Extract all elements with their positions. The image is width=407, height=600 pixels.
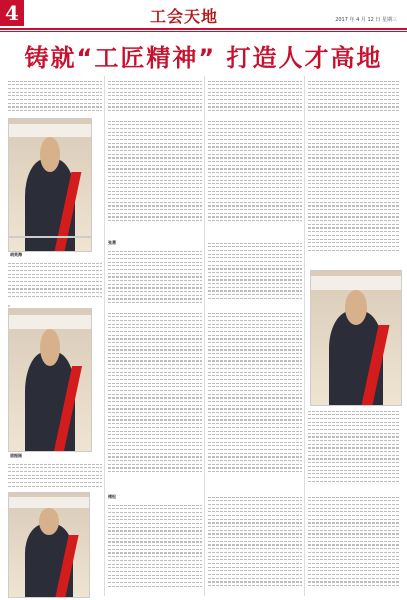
profile-text-1a xyxy=(8,260,102,300)
profile-text-4a xyxy=(108,502,202,596)
right-text-top xyxy=(308,118,400,268)
profile-name-2: 张勇 xyxy=(108,240,116,245)
profile-text-2b xyxy=(208,240,302,306)
profile-text-1b xyxy=(108,118,202,230)
column-divider-2 xyxy=(204,76,205,596)
profile-text-3b xyxy=(108,310,202,490)
portrait-photo-2 xyxy=(8,236,92,238)
profile-text-4c xyxy=(308,494,400,596)
column-divider-1 xyxy=(104,76,105,596)
portrait-photo-2b xyxy=(8,305,10,307)
dateline: 2017 年 4 月 12 日 星期三 xyxy=(335,17,397,23)
page-number: 4 xyxy=(0,0,24,26)
header-rule-thin xyxy=(0,31,407,32)
profile-text-3c xyxy=(208,310,302,490)
intro-column-4 xyxy=(308,78,400,112)
page-header xyxy=(0,0,407,36)
portrait-photo-1 xyxy=(8,118,92,252)
intro-column-2 xyxy=(108,78,202,112)
section-title: 工会天地 xyxy=(150,7,219,26)
portrait-photo-4 xyxy=(8,492,90,598)
intro-column-3 xyxy=(208,78,302,112)
profile-text-4b xyxy=(208,494,302,596)
portrait-photo-3 xyxy=(8,308,92,452)
intro-column-1 xyxy=(8,78,102,112)
header-rule xyxy=(0,28,407,30)
profile-text-2a xyxy=(108,248,202,308)
profile-name-4: 褚松 xyxy=(108,494,116,499)
profile-text-1c xyxy=(208,118,302,230)
profile-text-3a xyxy=(8,461,102,491)
headline: 铸就“工匠精神” 打造人才高地 xyxy=(24,44,383,72)
column-divider-3 xyxy=(304,76,305,596)
portrait-photo-2-main xyxy=(310,270,402,406)
profile-name-1: 胡英海 xyxy=(10,252,22,257)
profile-name-3: 屈振刚 xyxy=(10,453,22,458)
right-text-mid xyxy=(308,408,400,488)
